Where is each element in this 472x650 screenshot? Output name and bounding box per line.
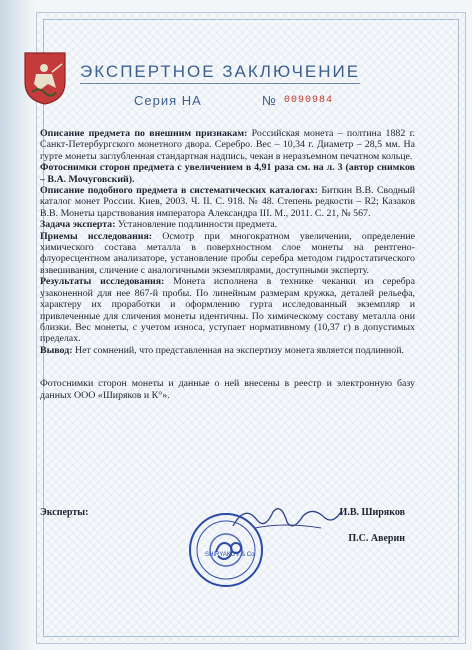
series-label: Серия НА <box>134 93 202 108</box>
experts-label: Эксперты: <box>40 507 89 518</box>
expert-name-1: И.В. Ширяков <box>339 507 405 518</box>
section-text: Биткин В.В. Сводный каталог монет России. Киев, 2003. Ч. II. С. 918. № 48. Степень редкости – R2; Казаков В.В. Монеты царствования императора Александра III. М., 2011. С. 21, № 567. <box>40 185 416 219</box>
expert-name-2: П.С. Аверин <box>348 533 405 544</box>
section-text: Нет сомнений, что представленная на экспертизу монета является подлинной. <box>72 344 404 356</box>
section-text: Установление подлинности предмета. <box>115 219 278 231</box>
company-seal <box>186 510 266 590</box>
title-underline <box>80 83 360 84</box>
section-results <box>40 276 415 344</box>
seal-text: SHIRYAKOV & Co <box>205 552 255 558</box>
section-label: Результаты исследования: <box>40 276 165 288</box>
number-sign: № <box>262 93 276 108</box>
section-photos <box>40 162 415 185</box>
section-text: Монета исполнена в технике чеканки из серебра узаконенной для нее 867-й пробы. По линейным размерам кружка, деталей рельефа, характеру их проработки и оформлению гурта исследованный экземпляр и привлеченные для сличения монеты идентичны. По химическому составу металла они близки. Вес монеты, с учетом износа, уступает нормативному (10,37 г) в допустимых пределах. <box>40 276 415 345</box>
certificate-body <box>40 128 415 401</box>
section-text: Российская монета – полтина 1882 г. Санкт-Петербургского монетного двора. Серебро. Вес – 10,34 г. Диаметр – 28,5 мм. На гурте монеты заглубленная стандартная надпись, чекан в неразъемном печатном кольце. <box>40 128 415 162</box>
section-description <box>40 128 415 162</box>
section-catalogs <box>40 185 415 219</box>
section-task <box>40 219 415 230</box>
section-text: Осмотр при многократном увеличении, определение химического состава металла в поверхностном слое монеты на рентгено-флуоресцентном анализаторе, установление пробы серебра методом гидростатического взвешивания, сличение с аналогичными экземплярами, доступными эксперту. <box>40 230 415 276</box>
section-methods <box>40 231 415 277</box>
section-label: Описание подобного предмета в систематических каталогах: <box>40 185 318 197</box>
section-label: Задача эксперта: <box>40 219 116 231</box>
footer-note: Фотоснимки сторон монеты и данные о ней внесены в реестр и электронную базу данных ООО «Ширяков и К°». <box>40 378 415 401</box>
document-title: ЭКСПЕРТНОЕ ЗАКЛЮЧЕНИЕ <box>80 62 361 81</box>
moscow-crest-icon <box>22 50 68 106</box>
section-label: Вывод: <box>40 344 73 356</box>
serial-number: 0090984 <box>284 95 334 106</box>
section-conclusion <box>40 345 415 356</box>
section-label: Описание предмета по внешним признакам: <box>40 128 248 139</box>
section-label: Фотоснимки сторон предмета с увеличением в 4,91 раза см. на л. 3 (автор снимков – В.А. Мочуговский). <box>40 162 415 185</box>
section-label: Приемы исследования: <box>40 230 153 242</box>
